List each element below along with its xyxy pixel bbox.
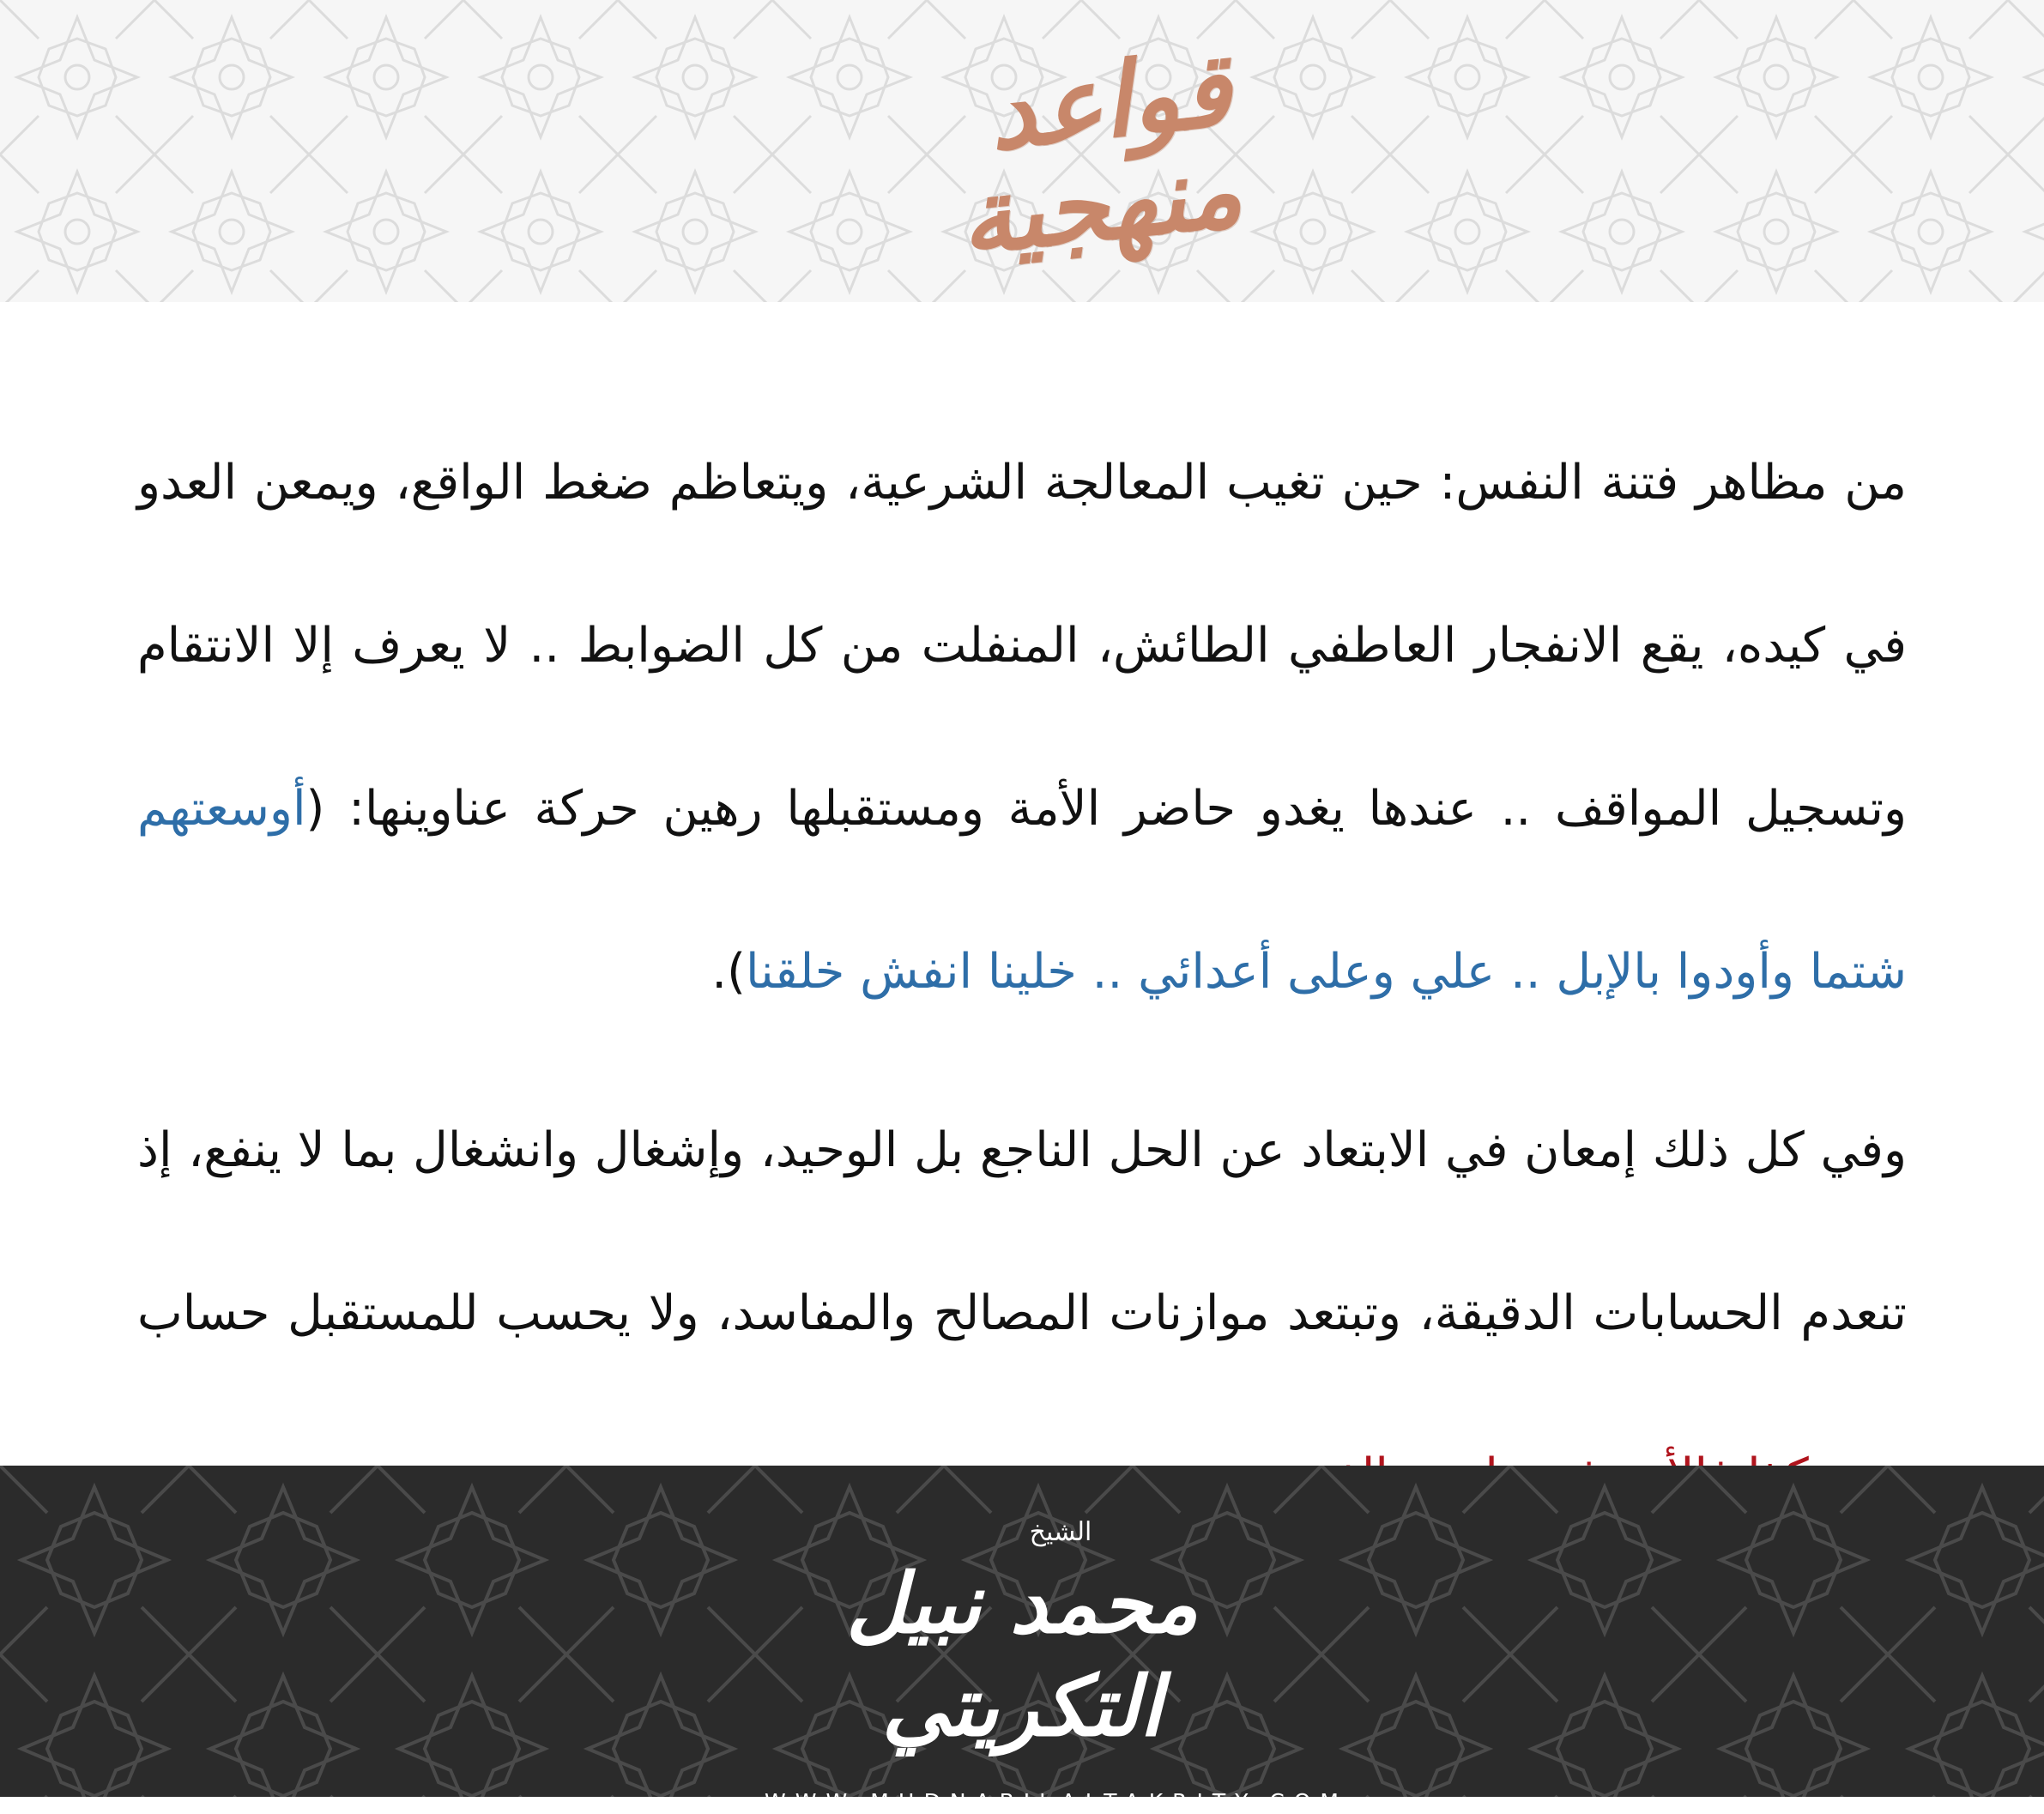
header-banner bbox=[0, 0, 2044, 302]
paragraph-1-text: من مظاهر فتنة النفس: حين تغيب المعالجة الشرعية، ويتعاظم ضغط الواقع، ويمعن العدو في كيده، يقع الانفجار العاطفي الطائش، المنفلت من كل الضوابط .. لا يعرف إلا الانتقام وتسجيل المواقف .. عندها يغدو حاضر الأمة ومستقبلها رهين حركة عناوينها: ( bbox=[137, 455, 1907, 837]
author-signature: محمد نبيل التكريتي bbox=[845, 1555, 1199, 1755]
paragraph-2-text: وفي كل ذلك إمعان في الابتعاد عن الحل الناجع بل الوحيد، وإشغال وانشغال بما لا ينفع، إذ تنعدم الحسابات الدقيقة، وتبتعد موازنات المصالح والمفاسد، ولا يحسب للمستقبل حساب bbox=[137, 1122, 1907, 1341]
author-title: الشيخ bbox=[1029, 1517, 1092, 1547]
author-block bbox=[765, 1517, 1348, 1814]
footer-banner bbox=[0, 1466, 2044, 1814]
paragraph-1-closing: ). bbox=[711, 944, 746, 1000]
website-link[interactable]: WWW.MHDNABILALTAKRITY.COM bbox=[765, 1789, 1348, 1814]
paragraph-1 bbox=[137, 402, 1907, 1054]
series-logo bbox=[807, 28, 1248, 278]
article-body bbox=[137, 402, 1907, 1558]
quoted-phrase: أوسعتهم شتما وأودوا بالإبل .. علي وعلى أعدائي .. خلينا انفش خلقنا bbox=[137, 781, 1907, 1000]
series-title-calligraphy: قواعد منهجية bbox=[954, 28, 1248, 278]
